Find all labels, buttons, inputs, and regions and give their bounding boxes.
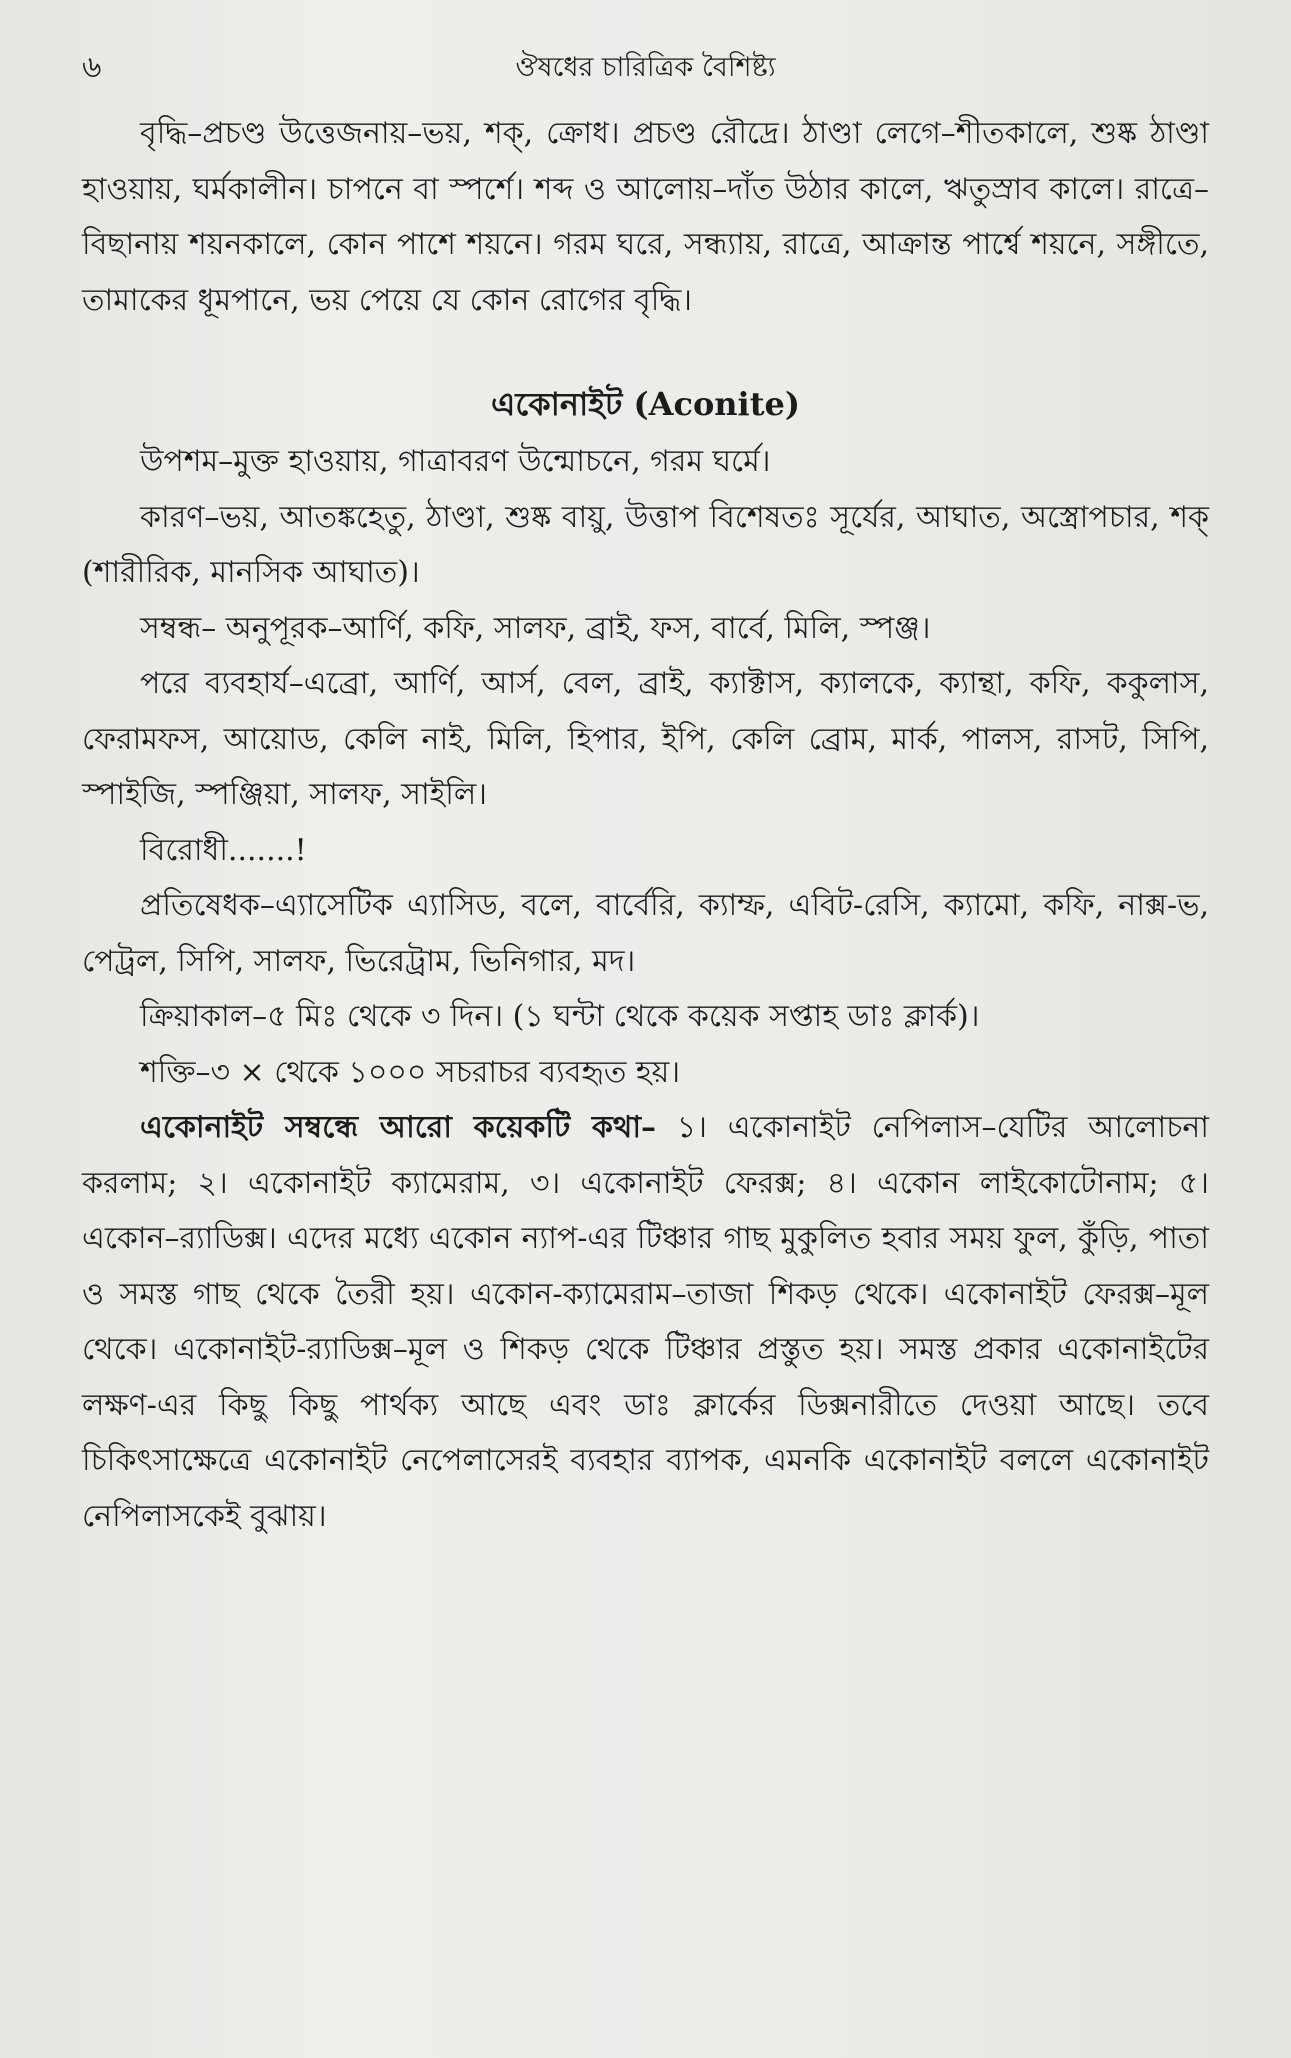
running-title: ঔষধের চারিত্রিক বৈশিষ্ট্য — [515, 52, 776, 83]
section-title-bengali: একোনাইট — [491, 385, 623, 423]
paragraph-pratishedhak: প্রতিষেধক–এ্যাসেটিক এ্যাসিড, বলে, বার্বেরি, ক্যাম্ফ, এবিট-রেসি, ক্যামো, কফি, নাক্স-ভ, পেট্রল, সিপি, সালফ, ভিরেট্রাম, ভিনিগার, মদ। — [82, 888, 1209, 979]
more-about-body: ১। একোনাইট নেপিলাস–যেটির আলোচনা করলাম; ২। একোনাইট ক্যামেরাম, ৩। একোনাইট ফেরক্স; ৪। একোন লাইকোটোনাম; ৫। একোন–র‍্যাডিক্স। এদের মধ্যে একোন ন্যাপ-এর টিঞ্চার গাছ মুকুলিত হবার সময় ফুল, কুঁড়ি, পাতা ও সমস্ত গাছ থেকে তৈরী হয়। একোন-ক্যামেরাম–তাজা শিকড় থেকে। একোনাইট ফেরক্স–মূল থেকে। একোনাইট-র‍্যাডিক্স–মূল ও শিকড় থেকে টিঞ্চার প্রস্তুত হয়। সমস্ত প্রকার একোনাইটের লক্ষণ-এর কিছু কিছু পার্থক্য আছে এবং ডাঃ ক্লার্কের ডিক্সনারীতে দেওয়া আছে। তবে চিকিৎসাক্ষেত্রে একোনাইট নেপেলাসেরই ব্যবহার ব্যাপক, এমনকি একোনাইট বললে একোনাইট নেপিলাসকেই বুঝায়। — [82, 1110, 1209, 1534]
paragraph-kriyakal: ক্রিয়াকাল–৫ মিঃ থেকে ৩ দিন। (১ ঘন্টা থেকে কয়েক সপ্তাহ ডাঃ ক্লার্ক)। — [140, 999, 980, 1034]
paragraph-karan: কারণ–ভয়, আতঙ্কহেতু, ঠাণ্ডা, শুষ্ক বায়ু, উত্তাপ বিশেষতঃ সূর্যের, আঘাত, অস্ত্রোপচার, শক্ (শারীরিক, মানসিক আঘাত)। — [82, 499, 1209, 590]
intro-paragraph: বৃদ্ধি–প্রচণ্ড উত্তেজনায়–ভয়, শক্, ক্রোধ। প্রচণ্ড রৌদ্রে। ঠাণ্ডা লেগে–শীতকালে, শুষ্ক ঠাণ্ডা হাওয়ায়, ঘর্মকালীন। চাপনে বা স্পর্শে। শব্দ ও আলোয়–দাঁত উঠার কালে, ঋতুস্রাব কালে। রাত্রে–বিছানায় শয়নকালে, কোন পাশে শয়নে। গরম ঘরে, সন্ধ্যায়, রাত্রে, আক্রান্ত পার্শ্বে শয়নে, সঙ্গীতে, তামাকের ধূমপানে, ভয় পেয়ে যে কোন রোগের বৃদ্ধি। — [82, 116, 1209, 318]
more-about-lead: একোনাইট সম্বন্ধে আরো কয়েকটি কথা– — [140, 1110, 657, 1145]
paragraph-birodhi: বিরোধী.......! — [140, 832, 307, 868]
paragraph-upasham: উপশম–মুক্ত হাওয়ায়, গাত্রাবরণ উন্মোচনে, গরম ঘর্মে। — [140, 444, 771, 479]
paragraph-sambandha: সম্বন্ধ– অনুপূরক–আর্ণি, কফি, সালফ, ব্রাই, ফস, বার্বে, মিলি, স্পঞ্জ। — [140, 610, 931, 646]
section-heading — [82, 374, 1209, 434]
paragraph-shakti: শক্তি–৩ × থেকে ১০০০ সচরাচর ব্যবহৃত হয়। — [140, 1054, 681, 1090]
section-title-latin: (Aconite) — [633, 385, 800, 423]
paragraph-more-about-aconite — [82, 1100, 1209, 1544]
page-number: ৬ — [82, 50, 102, 85]
paragraph-pore-byabaharya: পরে ব্যবহার্য–এব্রো, আর্ণি, আর্স, বেল, ব্রাই, ক্যাক্টাস, ক্যালকে, ক্যান্থা, কফি, ককুলাস, ফেরামফস, আয়োড, কেলি নাই, মিলি, হিপার, ইপি, কেলি ব্রোম, মার্ক, পালস, রাসট, সিপি, স্পাইজি, স্পঞ্জিয়া, সালফ, সাইলি। — [82, 666, 1209, 812]
running-head — [82, 38, 1209, 98]
